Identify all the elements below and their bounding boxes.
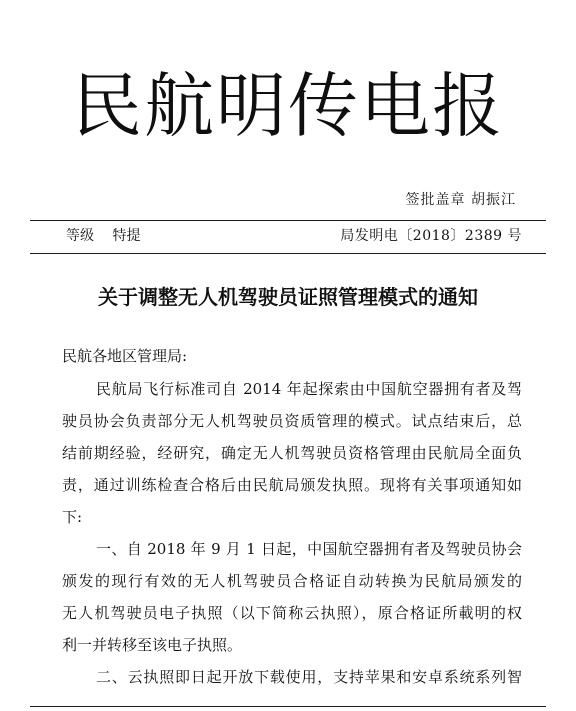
body-line: 结前期经验，经研究，确定无人机驾驶员资格管理由民航局全面负 — [62, 444, 522, 462]
bottom-rule — [30, 706, 546, 707]
body-line: 责，通过训练检查合格后由民航局颁发执照。现将有关事项通知如 — [62, 476, 522, 494]
body-line: 无人机驾驶员电子执照（以下简称云执照），原合格证所載明的权 — [62, 604, 522, 622]
body-line: 一、自 2018 年 9 月 1 日起，中国航空器拥有者及驾驶员协会 — [96, 540, 522, 558]
body-line: 颁发的现行有效的无人机驾驶员合格证自动转换为民航局颁发的 — [62, 572, 522, 590]
body-line: 下: — [62, 508, 83, 526]
level-label: 等级 — [66, 228, 94, 244]
body-line: 二、云执照即日起开放下载使用，支持苹果和安卓系统系列智 — [96, 668, 522, 686]
level-value: 特提 — [112, 228, 141, 244]
priority-level — [66, 225, 140, 247]
body-line: 民航局飞行标准司自 2014 年起探索由中国航空器拥有者及驾 — [96, 380, 522, 398]
document-number: 局发明电〔2018〕2389 号 — [340, 228, 522, 244]
document-title: 关于调整无人机驾驶员证照管理模式的通知 — [98, 285, 478, 309]
body-line: 驶员协会负责部分无人机驾驶员资质管理的模式。试点结束后，总 — [62, 412, 522, 430]
body-line: 利一并转移至该电子执照。 — [62, 636, 243, 654]
signer-line: 签批盖章 胡振江 — [405, 192, 516, 208]
top-rule — [30, 220, 546, 221]
meta-rule — [30, 253, 546, 254]
addressee: 民航各地区管理局: — [62, 347, 188, 365]
masthead-title: 民航明传电报 — [72, 65, 504, 147]
